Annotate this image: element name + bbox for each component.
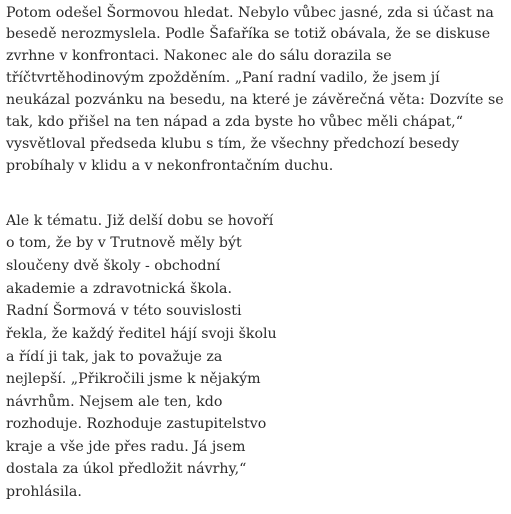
text-line: besedě nerozmyslela. Podle Šafaříka se totiž obávala, že se diskuse: [6, 26, 491, 42]
text-line: prohlásila.: [6, 484, 82, 500]
text-line: nejlepší. „Přikročili jsme k nějakým: [6, 371, 261, 387]
text-line: návrhům. Nejsem ale ten, kdo: [6, 394, 223, 410]
text-line: Radní Šormová v této souvislosti: [6, 303, 242, 319]
text-line: o tom, že by v Trutnově měly být: [6, 235, 242, 251]
text-line: Potom odešel Šormovou hledat. Nebylo vůbec jasné, zda si účast na: [6, 5, 494, 21]
text-line: kraje a vše jde přes radu. Já jsem: [6, 439, 246, 455]
text-line: akademie a zdravotnická škola.: [6, 281, 233, 297]
text-line: zvrhne v konfrontaci. Nakonec ale do sálu dorazila se: [6, 48, 392, 64]
text-line: vysvětloval předseda klubu s tím, že všechny předchozí besedy: [6, 136, 460, 152]
text-line: probíhaly v klidu a v nekonfrontačním duchu.: [6, 158, 334, 174]
text-line: neukázal pozvánku na besedu, na které je závěrečná věta: Dozvíte se: [6, 92, 504, 108]
text-line: Ale k tématu. Již delší dobu se hovoří: [6, 213, 274, 229]
text-line: řekla, že každý ředitel hájí svoji školu: [6, 326, 277, 342]
text-line: tak, kdo přišel na ten nápad a zda byste ho vůbec měli chápat,“: [6, 114, 463, 130]
text-line: tříčtvrtěhodinovým zpožděním. „Paní radní vadilo, že jsem jí: [6, 70, 440, 86]
text-line: rozhoduje. Rozhoduje zastupitelstvo: [6, 416, 267, 432]
text-line: a řídí ji tak, jak to považuje za: [6, 349, 223, 365]
text-line: dostala za úkol předložit návrhy,“: [6, 461, 247, 477]
text-line: sloučeny dvě školy - obchodní: [6, 258, 221, 274]
